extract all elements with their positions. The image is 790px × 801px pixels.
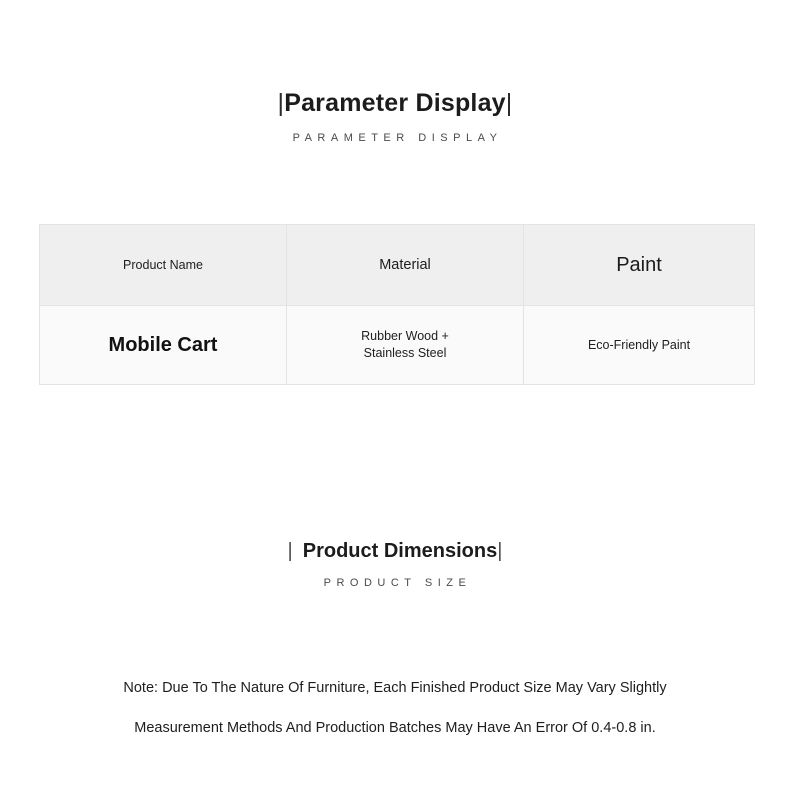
- table-row: [40, 306, 755, 385]
- product-dimensions-title-text: Product Dimensions: [302, 540, 498, 562]
- table-header-cell-material: [287, 225, 524, 306]
- product-dimensions-heading-block: [0, 540, 790, 589]
- parameter-table: [39, 224, 755, 385]
- header-label-material: Material: [379, 257, 431, 273]
- value-material: [287, 328, 523, 362]
- dimensions-tick-left-icon: |: [287, 540, 293, 562]
- table-cell-product-name: [40, 306, 287, 385]
- note-line-2: Measurement Methods And Production Batches May Have An Error Of 0.4-0.8 in.: [134, 720, 656, 736]
- table-cell-paint: [524, 306, 755, 385]
- header-label-paint: Paint: [616, 253, 662, 276]
- parameter-display-title-text: Parameter Display: [284, 89, 506, 117]
- header-label-product-name: Product Name: [123, 258, 203, 272]
- note-line-1: Note: Due To The Nature Of Furniture, Each Finished Product Size May Vary Slightly: [123, 680, 667, 696]
- table-cell-material: [287, 306, 524, 385]
- value-material-line-2: Stainless Steel: [363, 346, 447, 360]
- parameter-display-title: [278, 88, 513, 118]
- parameter-display-subtitle: PARAMETER DISPLAY: [292, 132, 503, 144]
- dimensions-tick-right-icon: |: [497, 540, 503, 562]
- value-paint: Eco-Friendly Paint: [587, 338, 691, 352]
- table-header-row: [40, 225, 755, 306]
- value-product-name: Mobile Cart: [108, 333, 218, 356]
- notes-block: [0, 668, 790, 748]
- table-header-cell-paint: [524, 225, 755, 306]
- value-material-line-1: Rubber Wood +: [361, 329, 449, 344]
- title-bar-right-icon: |: [505, 89, 513, 117]
- product-dimensions-title: [288, 540, 503, 563]
- table-header-cell-product-name: [40, 225, 287, 306]
- title-bar-left-icon: |: [277, 89, 285, 117]
- parameter-display-heading-block: [0, 88, 790, 144]
- product-dimensions-subtitle: PRODUCT SIZE: [323, 577, 472, 589]
